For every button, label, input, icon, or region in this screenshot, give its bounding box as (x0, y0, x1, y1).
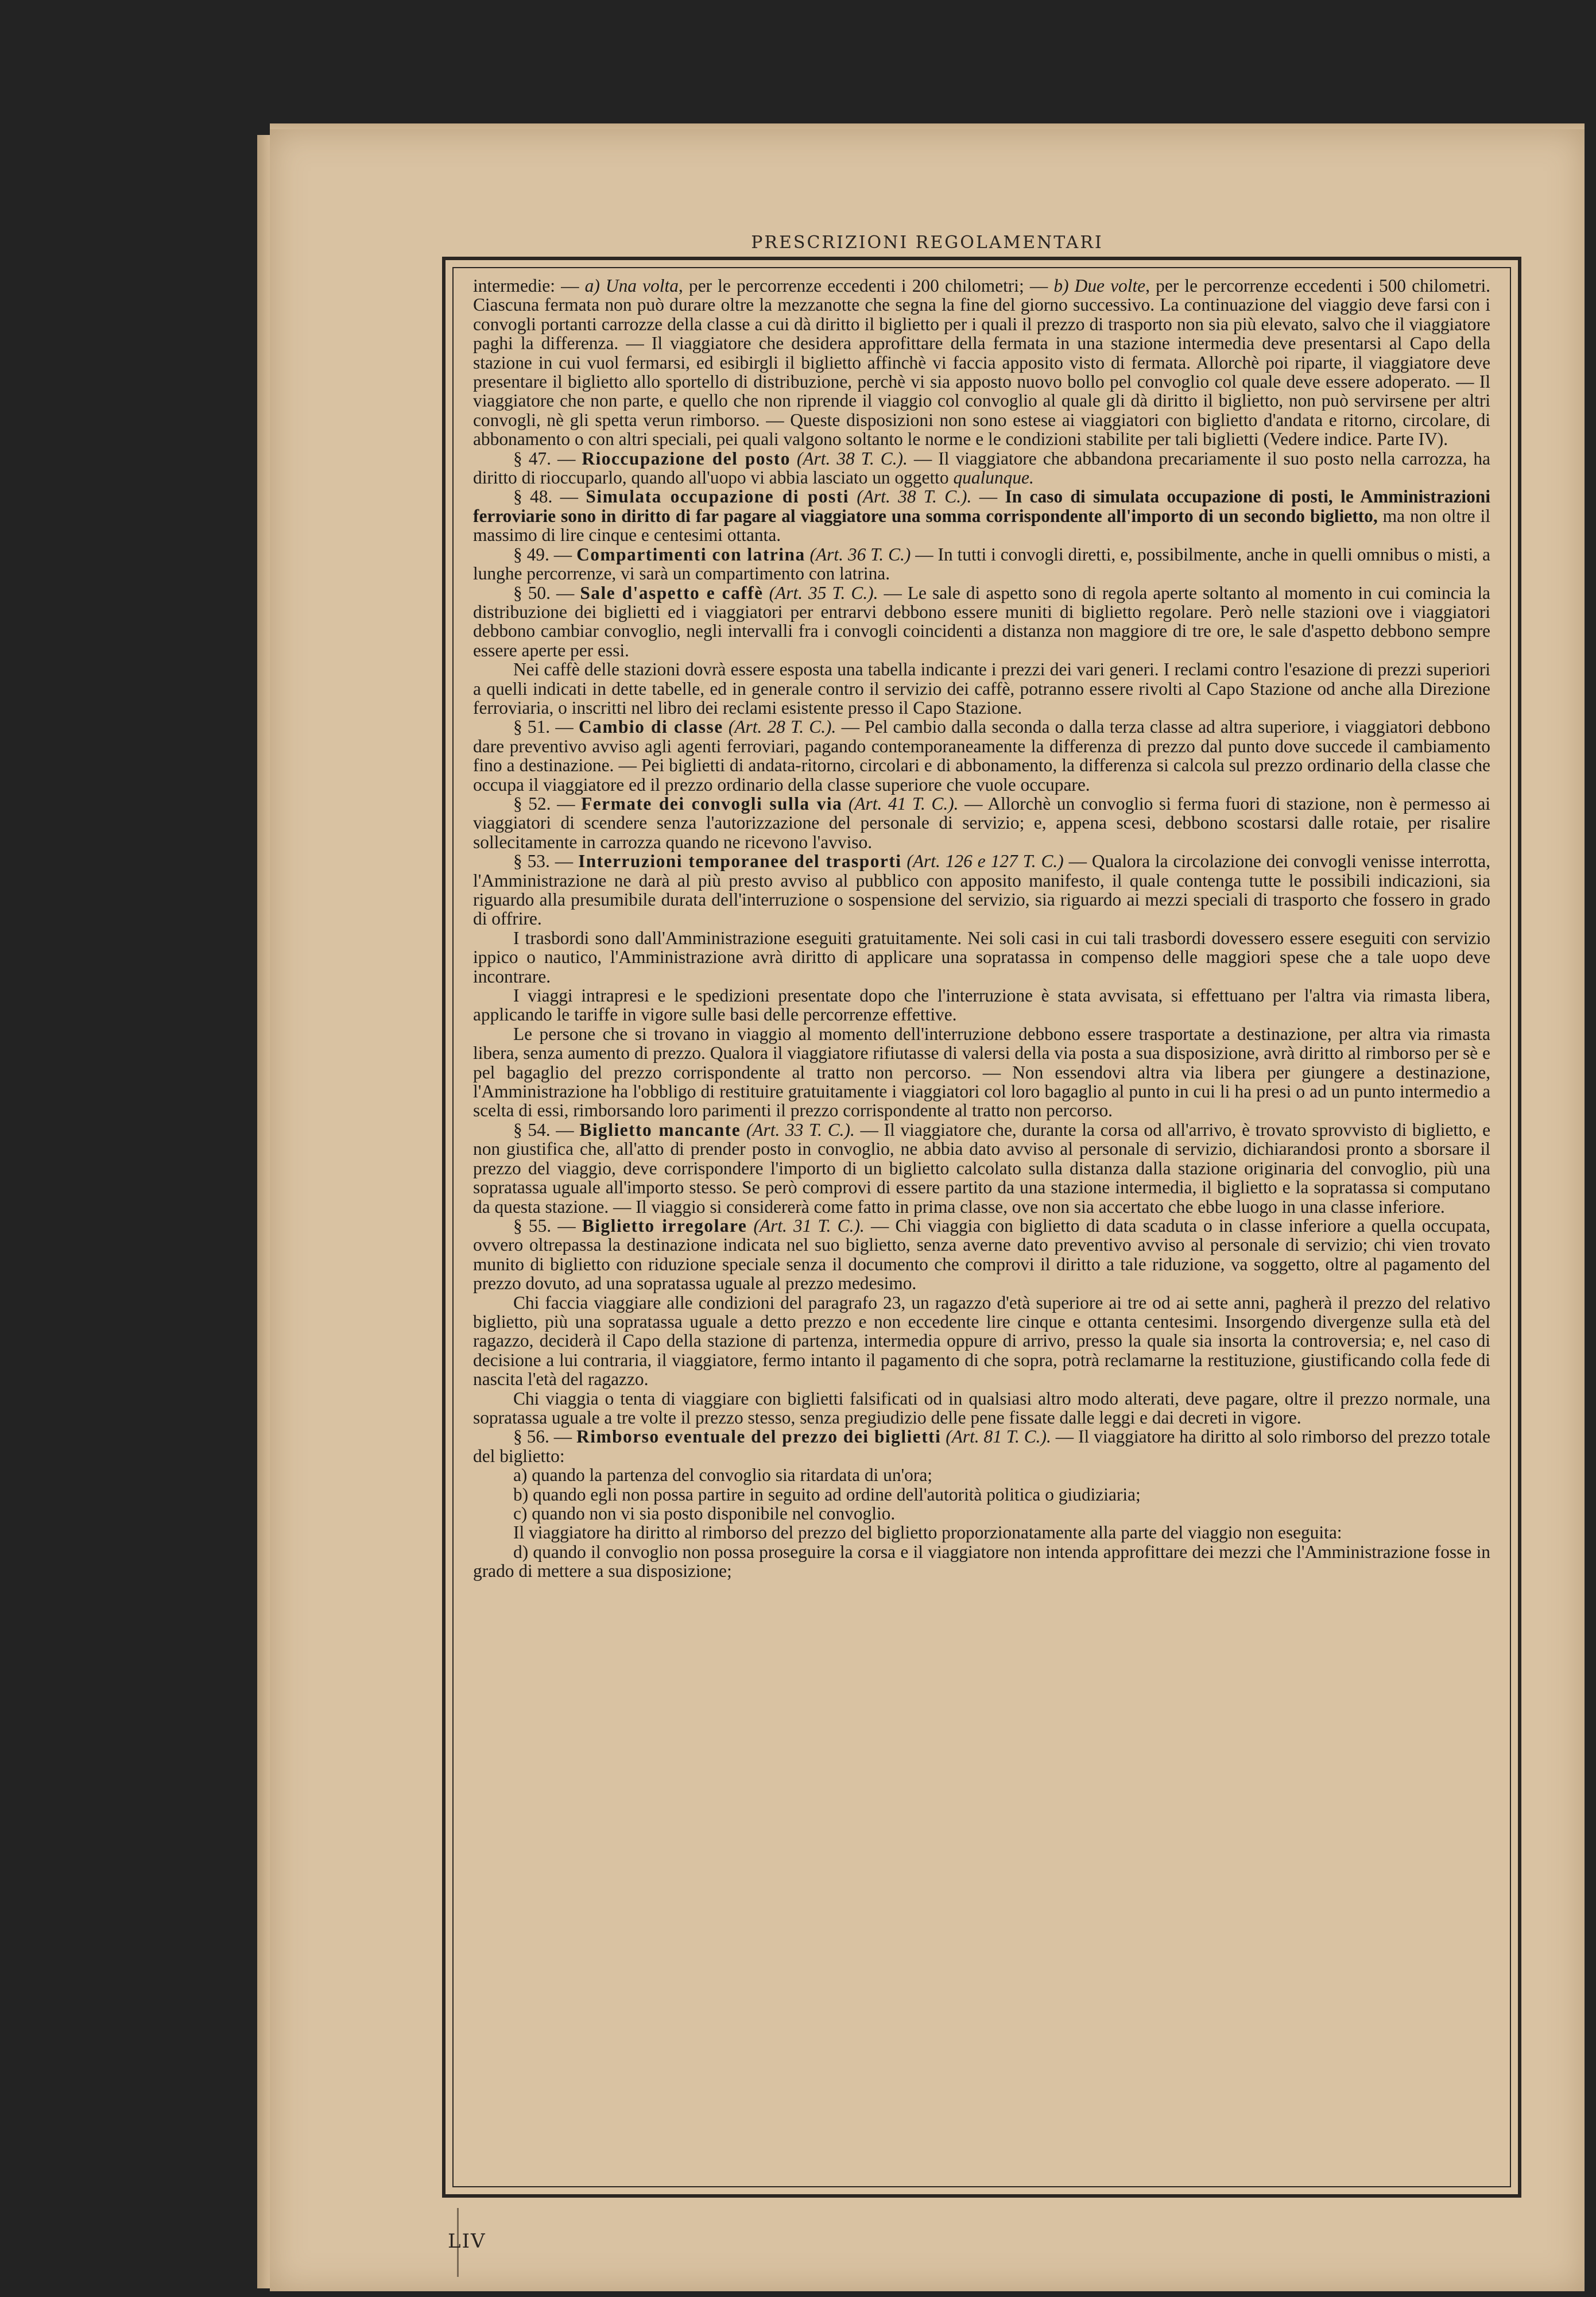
section-title: Biglietto irregolare (582, 1215, 747, 1236)
body-text (473, 276, 1490, 1581)
section-52: § 52. — Fermate dei convogli sulla via (Art. 41 T. C.). — Allorchè un convoglio si ferma fuori di stazione, non è permesso ai viaggiatori di scendere senza l'autorizzazione del personale di servizio; e, appena scesi, debbono scostarsi dalle rotaie, per risalire sollecitamente in carrozza quando ne ricevono l'avviso. (473, 793, 1490, 852)
section-51: § 51. — Cambio di classe (Art. 28 T. C.). — Pel cambio dalla seconda o dalla terza classe ad altra superiore, i viaggiatori debbono dare preventivo avviso agli agenti ferroviari, pagando contemporaneamente la differenza di prezzo dal punto dove succede il cambiamento fino a destinazione. — Pei biglietti di andata-ritorno, circolari e di abbonamento, la differenza si calcola sul prezzo ordinario della classe che occupa il viaggiatore ed il prezzo ordinario della classe superiore che vuole occupare. (473, 717, 1490, 795)
section-48: § 48. — Simulata occupazione di posti (Art. 38 T. C.). — In caso di simulata occupazione di posti, le Amministrazioni ferroviarie sono in diritto di far pagare al viaggiatore una somma corrispondente all'importo di un secondo biglietto, ma non oltre il massimo di lire cinque e centesimi ottanta. (473, 486, 1491, 546)
section-47: § 47. — Rioccupazione del posto (Art. 38 T. C.). — Il viaggiatore che abbandona precariamente il suo posto nella carrozza, ha diritto di rioccuparlo, quando all'uopo vi abbia lasciato un oggetto qualunque. (473, 448, 1490, 488)
list-item: a) quando la partenza del convoglio sia ritardata di un'ora; (513, 1465, 932, 1486)
paragraph: Il viaggiatore ha diritto al rimborso del prezzo del biglietto proporzionatamente alla parte del viaggio non eseguita: (513, 1522, 1342, 1543)
section-title: Simulata occupazione di posti (586, 486, 850, 507)
paragraph-intro: intermedie: — a) Una volta, per le percorrenze eccedenti i 200 chilometri; — b) Due volte, per le percorrenze eccedenti i 500 chilometri. Ciascuna fermata non può durare oltre la mezzanotte che segna la fine del giorno successivo. La continuazione del viaggio deve farsi con i convogli portanti carrozze della classe a cui dà diritto il biglietto per i quali il prezzo di trasporto non sia più elevato, salvo che il viaggiatore paghi la differenza. — Il viaggiatore che desidera approfittare della fermata in una stazione intermedia deve presentarsi al Capo della stazione in cui vuol fermarsi, ed esibirgli il biglietto affinchè vi faccia apposito visto di fermata. Allorchè poi riparte, il viaggiatore deve presentare il biglietto allo sportello di distribuzione, perchè vi sia apposto nuovo bollo pel convoglio col quale deve essere adoperato. — Il viaggiatore che non parte, e quello che non riprende il viaggio col convoglio al quale gli dà diritto il biglietto, non può servirsene per altri convogli, nè gli spetta verun rimborso. — Queste disposizioni non sono estese ai viaggiatori con biglietto d'andata e ritorno, circolare, di abbonamento o con altri speciali, pei quali valgono soltanto le norme e le condizioni stabilite per tali biglietti (Vedere indice. Parte IV). (473, 276, 1491, 450)
paragraph: Nei caffè delle stazioni dovrà essere esposta una tabella indicante i prezzi dei vari generi. I reclami contro l'esazione di prezzi superiori a quelli indicati in dette tabelle, ed in generale contro il servizio dei caffè, potranno essere rivolti al Capo Stazione od anche alla Direzione ferroviaria, o inscritti nel libro dei reclami esistente presso il Capo Stazione. (473, 659, 1490, 718)
section-title: Biglietto mancante (579, 1119, 741, 1140)
list-item: b) quando egli non possa partire in seguito ad ordine dell'autorità politica o giudiziaria; (513, 1484, 1141, 1505)
paragraph: Le persone che si trovano in viaggio al momento dell'interruzione debbono essere trasportate a destinazione, per altra via rimasta libera, senza aumento di prezzo. Qualora il viaggiatore rifiutasse di valersi della via posta a sua disposizione, avrà diritto al rimborso per sè e pel bagaglio del prezzo corrispondente al tratto non percorso. — Non essendovi altra via libera per giungere a destinazione, l'Amministrazione ha l'obbligo di restituire gratuitamente i viaggiatori col loro bagaglio al punto in cui li ha presi o ad un punto intermedio a scelta di essi, rimborsando loro parimenti il prezzo corrispondente al tratto non percorso. (473, 1023, 1490, 1121)
section-49: § 49. — Compartimenti con latrina (Art. 36 T. C.) — In tutti i convogli diretti, e, possibilmente, anche in quelli omnibus o misti, a lunghe percorrenze, vi sarà un compartimento con latrina. (473, 544, 1490, 584)
section-53: § 53. — Interruzioni temporanee del trasporti (Art. 126 e 127 T. C.) — Qualora la circolazione dei convogli venisse interrotta, l'Amministrazione ne darà al più presto avviso al pubblico con apposito manifesto, il quale contenga tutte le possibili indicazioni, sia riguardo alla presumibile durata dell'interruzione o sospensione del servizio, sia riguardo ai mezzi speciali di trasporto che fossero in grado di offrire. (473, 851, 1490, 929)
section-title: Rimborso eventuale del prezzo dei biglietti (576, 1426, 942, 1447)
list-item: c) quando non vi sia posto disponibile nel convoglio. (513, 1503, 896, 1523)
section-55: § 55. — Biglietto irregolare (Art. 31 T. C.). — Chi viaggia con biglietto di data scaduta o in classe inferiore a quella occupata, ovvero oltrepassa la destinazione indicata nel suo biglietto, senza averne dato preventivo avviso al personale di servizio; chi vien trovato munito di biglietto con riduzione speciale senza il documento che comprovi il diritto a tale riduzione, va soggetto, oltre al pagamento del prezzo dovuto, ad una sopratassa uguale al prezzo medesimo. (473, 1215, 1490, 1294)
section-title: Fermate dei convogli sulla via (581, 793, 843, 814)
paragraph: I trasbordi sono dall'Amministrazione eseguiti gratuitamente. Nei soli casi in cui tali trasbordi dovessero essere eseguiti con servizio ippico o nautico, l'Amministrazione avrà diritto di applicare una sopratassa in compenso delle maggiori spese che a tale uopo deve incontrare. (473, 927, 1490, 987)
book-page (270, 129, 1585, 2291)
paragraph: I viaggi intrapresi e le spedizioni presentate dopo che l'interruzione è stata avvisata, si effettuano per l'altra via rimasta libera, applicando le tariffe in vigore sulle basi delle percorrenze effettive. (473, 985, 1490, 1025)
section-title: Compartimenti con latrina (576, 544, 805, 564)
list-item: d) quando il convoglio non possa proseguire la corsa e il viaggiatore non intenda approfittare dei mezzi che l'Amministrazione fosse in grado di mettere a sua disposizione; (473, 1541, 1490, 1581)
text-frame (442, 257, 1521, 2198)
section-54: § 54. — Biglietto mancante (Art. 33 T. C.). — Il viaggiatore che, durante la corsa od all'arrivo, è trovato sprovvisto di biglietto, e non giustifica che, all'atto di prender posto in convoglio, ne abbia dato avviso al personale di servizio, dichiarandosi pronto a sborsare il prezzo del viaggio, deve corrispondere l'importo di un biglietto calcolato sulla distanza dalla stazione originaria del convoglio, più una sopratassa uguale all'importo stesso. Se però comprovi di essere partito da una stazione intermedia, il biglietto e la sopratassa si computano da questa stazione. — Il viaggio si considererà come fatto in prima classe, ove non sia accertato che ebbe luogo in una classe inferiore. (473, 1119, 1490, 1217)
section-title: Interruzioni temporanee del trasporti (578, 851, 902, 872)
section-title: Cambio di classe (578, 717, 723, 737)
section-title: Rioccupazione del posto (582, 448, 791, 469)
section-title: Sale d'aspetto e caffè (580, 582, 764, 603)
section-56: § 56. — Rimborso eventuale del prezzo dei biglietti (Art. 81 T. C.). — Il viaggiatore ha diritto al solo rimborso del prezzo totale del biglietto: (473, 1426, 1490, 1466)
paragraph: Chi viaggia o tenta di viaggiare con biglietti falsificati od in qualsiasi altro modo alterati, deve pagare, oltre il prezzo normale, una sopratassa uguale a tre volte il prezzo stesso, senza pregiudizio delle pene fissate dalle leggi e dai decreti in vigore. (473, 1388, 1490, 1428)
page-number: LIV (448, 2230, 486, 2253)
running-header: PRESCRIZIONI REGOLAMENTARI (751, 233, 1103, 253)
section-50: § 50. — Sale d'aspetto e caffè (Art. 35 T. C.). — Le sale di aspetto sono di regola aperte soltanto al momento in cui comincia la distribuzione dei biglietti ed i viaggiatori per entrarvi debbono essere muniti di biglietto regolare. Però nelle stazioni ove i viaggiatori debbono cambiar convoglio, negli intervalli fra i convogli coincidenti a distanza non maggiore di tre ore, le sale d'aspetto debbono sempre essere aperte per essi. (473, 582, 1490, 660)
paragraph: Chi faccia viaggiare alle condizioni del paragrafo 23, un ragazzo d'età superiore ai tre od ai sette anni, pagherà il prezzo del relativo biglietto, più una sopratassa uguale a detto prezzo e non eccedente lire cinque e ottanta centesimi. Insorgendo divergenze sulla età del ragazzo, deciderà il Capo della stazione di partenza, intermedia oppure di arrivo, presso la quale sia insorta la controversia; e, nel caso di decisione a lui contraria, il viaggiatore, fermo intanto il pagamento di che sopra, potrà reclamarne la restituzione, giustificando colla fede di nascita l'età del ragazzo. (473, 1292, 1490, 1390)
